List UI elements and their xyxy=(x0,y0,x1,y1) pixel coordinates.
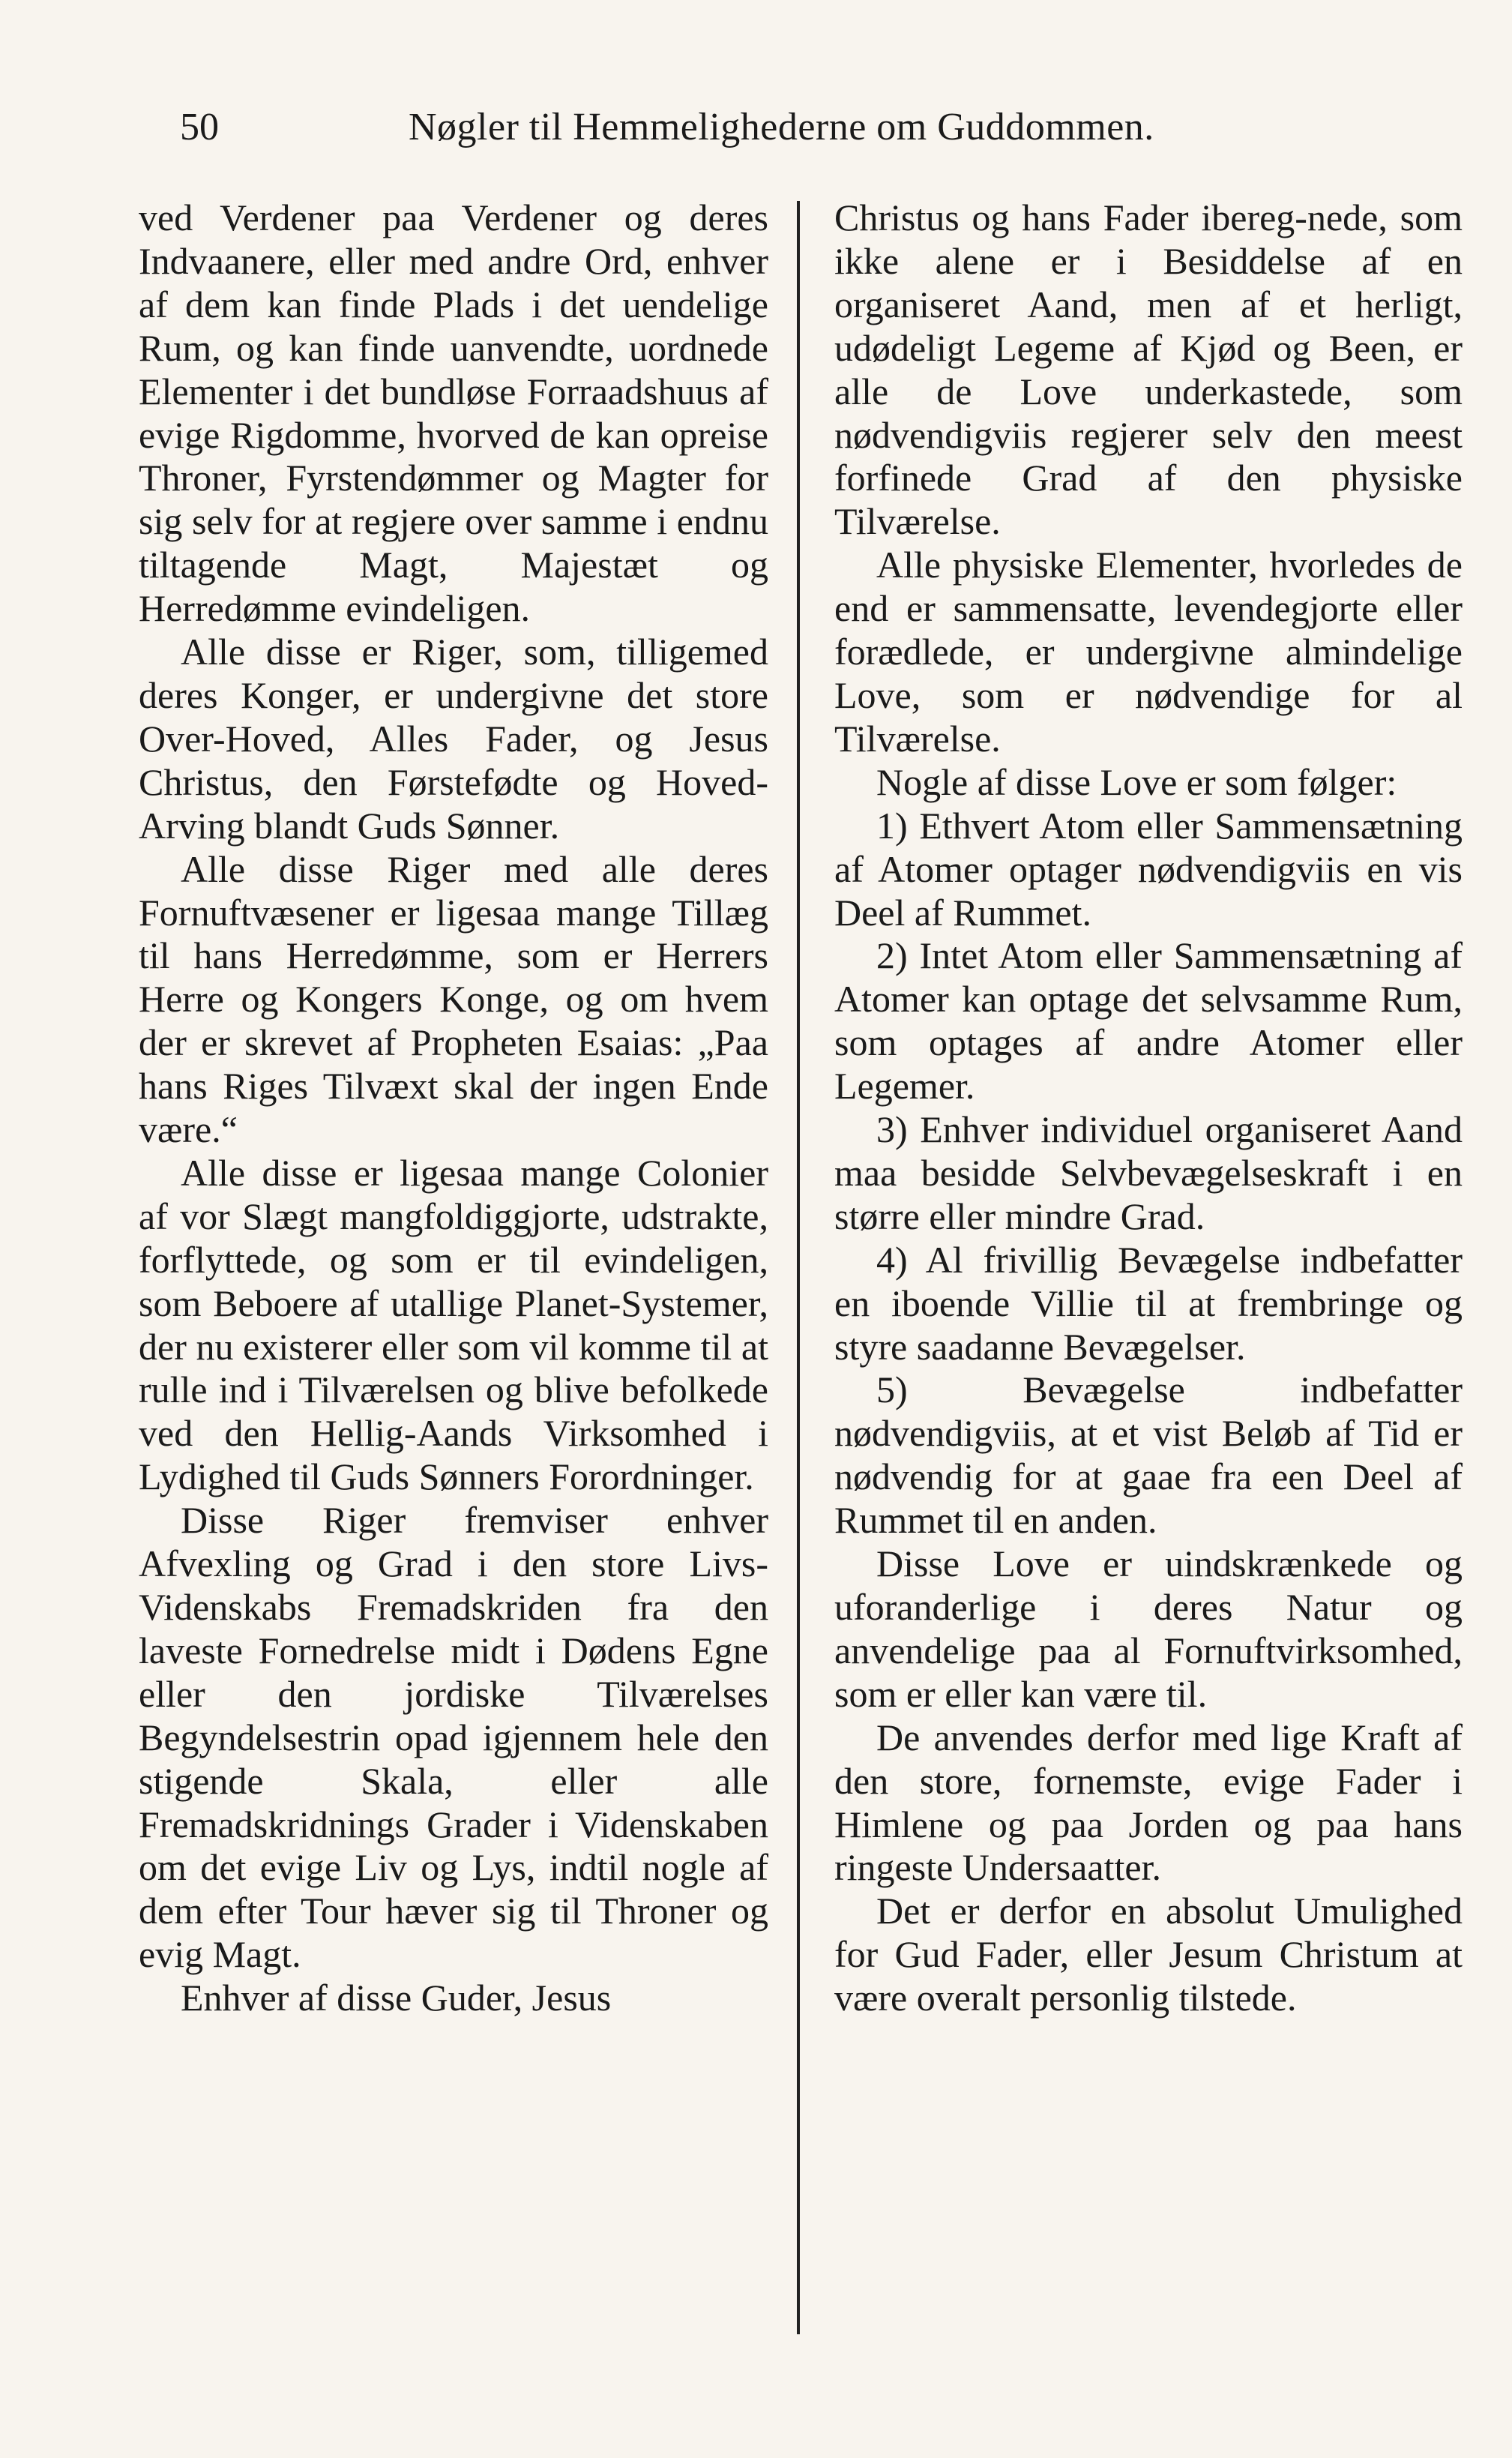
law-item: 2) Intet Atom eller Sammensætning af Atomer kan optage det selvsamme Rum, som optages af andre Atomer eller Legemer. xyxy=(834,934,1463,1108)
paragraph: Alle disse Riger med alle deres Fornuftvæsener er ligesaa mange Tillæg til hans Herredømme, som er Herrers Herre og Kongers Konge, og om hvem der er skrevet af Propheten Esaias: „Paa hans Riges Tilvæxt skal der ingen Ende være.“ xyxy=(139,847,768,1151)
paragraph: De anvendes derfor med lige Kraft af den store, fornemste, evige Fader i Himlene og paa Jorden og paa hans ringeste Undersaatter. xyxy=(834,1716,1463,1889)
paragraph: Christus og hans Fader ibereg-nede, som ikke alene er i Besiddelse af en organiseret Aand, men af et herligt, udødeligt Legeme af Kjød og Been, er alle de Love underkastede, som nødvendigviis regjerer selv den meest forfinede Grad af den physiske Tilværelse. xyxy=(834,196,1463,543)
law-list xyxy=(834,805,1463,1542)
law-item: 5) Bevægelse indbefatter nødvendigviis, at et vist Beløb af Tid er nødvendig for at gaae fra een Deel af Rummet til en anden. xyxy=(834,1368,1463,1542)
right-column xyxy=(834,196,1463,2020)
law-item: 4) Al frivillig Bevægelse indbefatter en iboende Villie til at frembringe og styre saadanne Bevægelser. xyxy=(834,1238,1463,1368)
paragraph: ved Verdener paa Verdener og deres Indvaanere, eller med andre Ord, enhver af dem kan finde Plads i det uendelige Rum, og kan finde uanvendte, uordnede Elementer i det bundløse Forraadshuus af evige Rigdomme, hvorved de kan opreise Throner, Fyrstendømmer og Magter for sig selv for at regjere over samme i endnu tiltagende Magt, Majestæt og Herredømme evindeligen. xyxy=(139,196,768,630)
page-number: 50 xyxy=(180,106,219,148)
paragraph: Nogle af disse Love er som følger: xyxy=(876,760,1397,803)
paragraph: Alle physiske Elementer, hvorledes de end er sammensatte, levendegjorte eller forædlede, er undergivne almindelige Love, som er nødvendige for al Tilværelse. xyxy=(834,544,1463,760)
paragraph: Alle disse er ligesaa mange Colonier af vor Slægt mangfoldiggjorte, udstrakte, forflyttede, og som er til evindeligen, som Beboere af utallige Planet-Systemer, der nu existerer eller som vil komme til at rulle ind i Tilværelsen og blive befolkede ved den Hellig-Aands Virksomhed i Lydighed til Guds Sønners Forordninger. xyxy=(139,1151,768,1498)
paragraph: Disse Love er uindskrænkede og uforanderlige i deres Natur og anvendelige paa al Fornuftvirksomhed, som er eller kan være til. xyxy=(834,1542,1463,1715)
paragraph: Enhver af disse Guder, Jesus xyxy=(181,1977,612,2019)
paragraph: Alle disse er Riger, som, tilligemed deres Konger, er undergivne det store Over-Hoved, Alles Fader, og Jesus Christus, den Førstefødte og Hoved-Arving blandt Guds Sønner. xyxy=(139,631,768,847)
column-divider xyxy=(797,201,800,2334)
running-title: Nøgler til Hemmelighederne om Guddommen. xyxy=(409,106,1154,148)
law-item: 3) Enhver individuel organiseret Aand maa besidde Selvbevægelseskraft i en større eller mindre Grad. xyxy=(834,1108,1463,1237)
left-column xyxy=(139,196,768,2020)
paragraph: Disse Riger fremviser enhver Afvexling og Grad i den store Livs-Videnskabs Fremadskriden fra den laveste Fornedrelse midt i Dødens Egne eller den jordiske Tilværelses Begyndelsestrin opad igjennem hele den stigende Skala, eller alle Fremadskridnings Grader i Videnskaben om det evige Liv og Lys, indtil nogle af dem efter Tour hæver sig til Throner og evig Magt. xyxy=(139,1499,768,1976)
law-item: 1) Ethvert Atom eller Sammensætning af Atomer optager nødvendigviis en vis Deel af Rummet. xyxy=(834,804,1463,934)
paragraph: Det er derfor en absolut Umulighed for Gud Fader, eller Jesum Christum at være overalt personlig tilstede. xyxy=(834,1890,1463,2019)
running-header xyxy=(0,97,1512,157)
